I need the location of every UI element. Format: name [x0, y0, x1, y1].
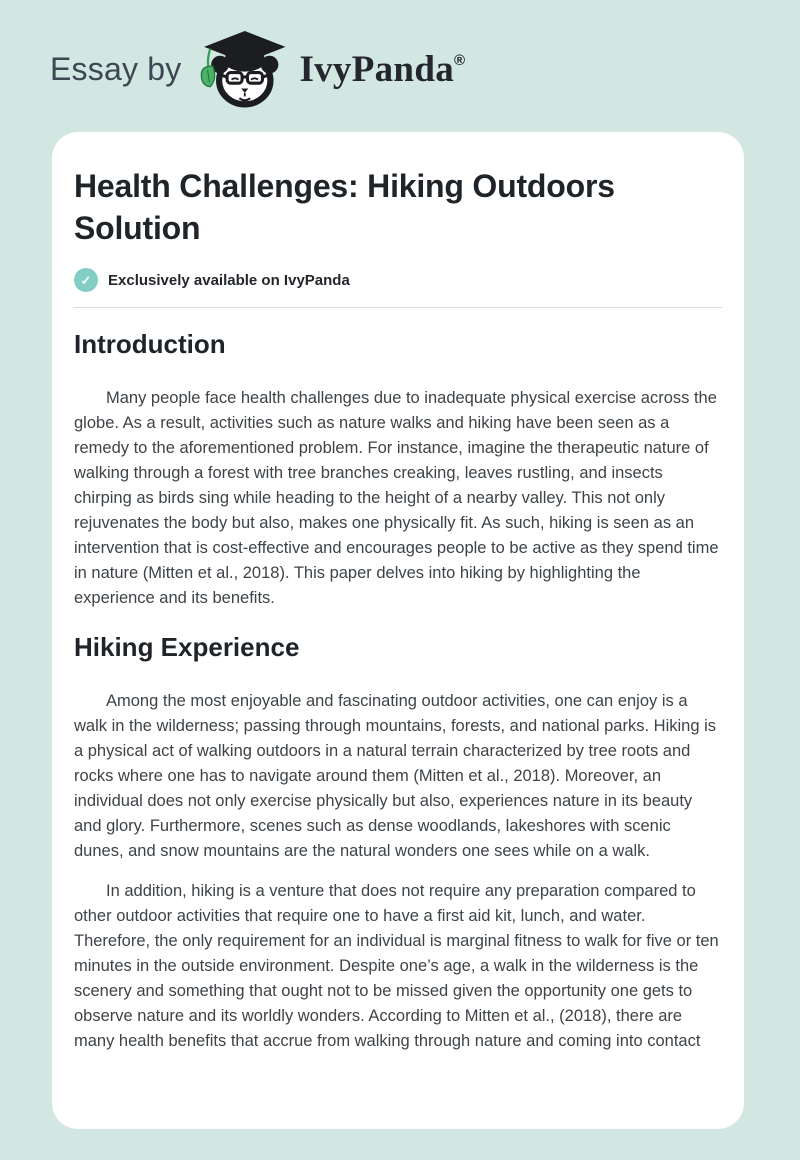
hiking-experience-paragraph-2: In addition, hiking is a venture that does not require any preparation compared to other outdoor activities that require one to have a first aid kit, lunch, and water. Therefore, the only requirement for an individual is marginal fitness to walk for five or ten minutes in the outside environment. Despite one’s age, a walk in the wilderness is the scenery and something that ought not to be missed given the opportunity one gets to observe nature and its worldly wonders. According to Mitten et al., (2018), there are many health benefits that accrue from walking through nature and coming into contact	[74, 882, 719, 1050]
essay-by-label: Essay by	[50, 50, 182, 87]
brand-text: IvyPanda	[299, 48, 454, 90]
section-heading-hiking-experience: Hiking Experience	[74, 632, 300, 662]
section-heading-introduction: Introduction	[74, 329, 226, 359]
introduction-paragraph: Many people face health challenges due to inadequate physical exercise across the globe. As a result, activities such as nature walks and hiking have been seen as a remedy to the aforementioned problem. For instance, imagine the therapeutic nature of walking through a forest with tree branches creaking, leaves rustling, and insects chirping as birds sing while heading to the height of a nearby valley. This not only rejuvenates the body but also, makes one physically fit. As such, hiking is seen as an intervention that is cost-effective and encourages people to be active as they spend time in nature (Mitten et al., 2018). This paper delves into hiking by highlighting the experience and its benefits.	[74, 389, 719, 607]
brand-wordmark	[299, 48, 466, 90]
divider	[74, 307, 722, 308]
essay-title: Health Challenges: Hiking Outdoors Solution	[74, 168, 615, 246]
check-icon: ✓	[74, 268, 98, 292]
registered-mark: ®	[454, 51, 466, 69]
essay-card	[52, 132, 744, 1129]
hiking-experience-paragraph-1: Among the most enjoyable and fascinating outdoor activities, one can enjoy is a walk in the wilderness; passing through mountains, forests, and national parks. Hiking is a physical act of walking outdoors in a natural terrain characterized by tree roots and rocks where one has to navigate around them (Mitten et al., 2018). Moreover, an individual does not only exercise physically but also, experiences nature in its beauty and glory. Furthermore, scenes such as dense woodlands, lakeshores with scenic dunes, and snow mountains are the natural wonders one sees while on a walk.	[74, 692, 717, 860]
availability-badge	[74, 268, 722, 292]
panda-graduate-icon	[197, 27, 289, 111]
availability-label: Exclusively available on IvyPanda	[108, 271, 350, 289]
site-header	[0, 0, 800, 112]
